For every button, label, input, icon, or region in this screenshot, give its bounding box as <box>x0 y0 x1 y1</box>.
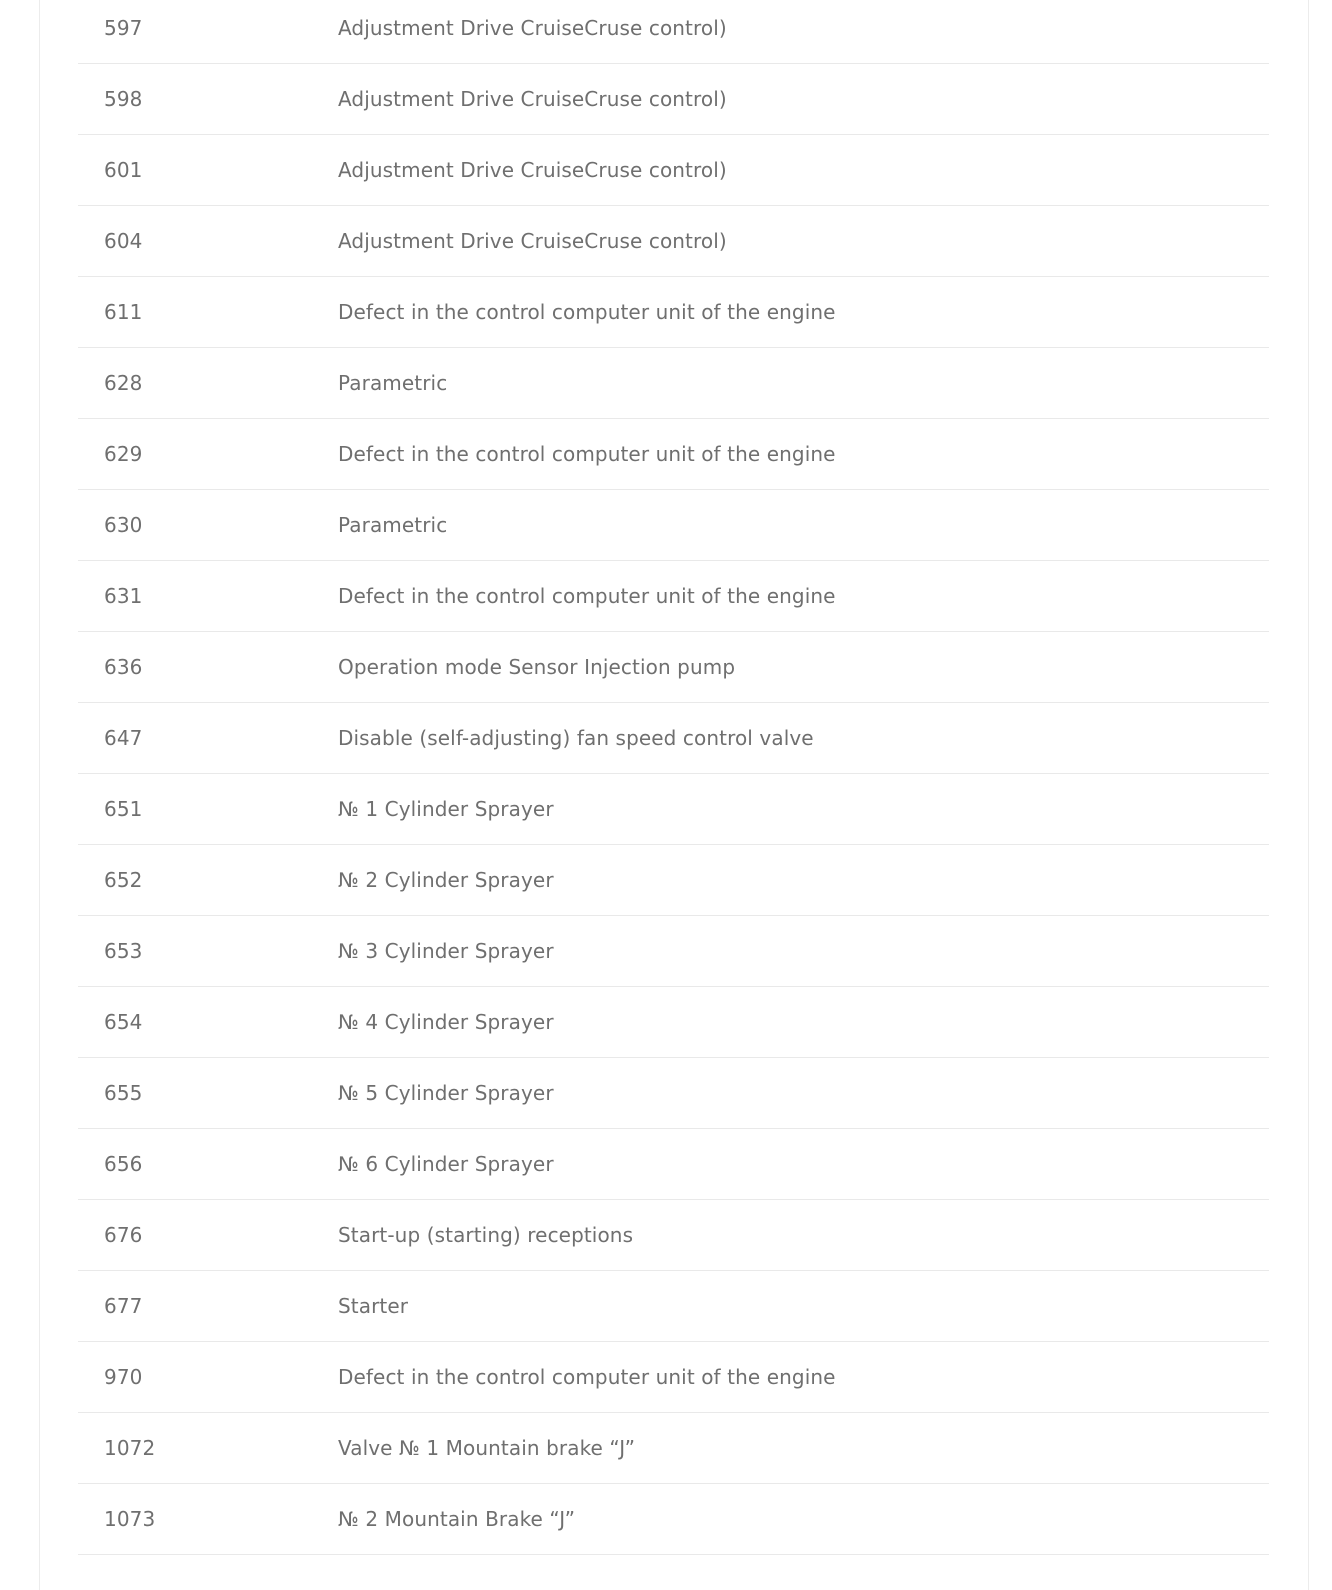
fault-description: Start-up (starting) receptions <box>338 1223 634 1247</box>
fault-code: 597 <box>104 16 143 40</box>
table-row <box>78 1129 1269 1200</box>
table-row <box>78 632 1269 703</box>
table-row <box>78 703 1269 774</box>
table-row <box>78 206 1269 277</box>
fault-description: Defect in the control computer unit of the engine <box>338 300 836 324</box>
fault-code: 604 <box>104 229 143 253</box>
fault-code: 647 <box>104 726 143 750</box>
table-row <box>78 1058 1269 1129</box>
fault-description: № 5 Cylinder Sprayer <box>338 1081 554 1105</box>
fault-description: Operation mode Sensor Injection pump <box>338 655 736 679</box>
table-row <box>78 561 1269 632</box>
fault-description: № 3 Cylinder Sprayer <box>338 939 554 963</box>
fault-code: 651 <box>104 797 143 821</box>
fault-description: № 1 Cylinder Sprayer <box>338 797 554 821</box>
table-row <box>78 1271 1269 1342</box>
fault-code: 970 <box>104 1365 143 1389</box>
table-row <box>78 916 1269 987</box>
table-row <box>78 277 1269 348</box>
fault-code: 631 <box>104 584 143 608</box>
fault-code: 653 <box>104 939 143 963</box>
fault-description: Defect in the control computer unit of the engine <box>338 442 836 466</box>
fault-description: Defect in the control computer unit of the engine <box>338 584 836 608</box>
fault-code: 601 <box>104 158 143 182</box>
fault-code: 636 <box>104 655 143 679</box>
fault-description: Parametric <box>338 371 448 395</box>
fault-description: Adjustment Drive CruiseCruse control) <box>338 87 727 111</box>
fault-description: Adjustment Drive CruiseCruse control) <box>338 158 727 182</box>
table-row <box>78 64 1269 135</box>
fault-code: 655 <box>104 1081 143 1105</box>
fault-description: Valve № 1 Mountain brake “J” <box>338 1436 636 1460</box>
table-row <box>78 774 1269 845</box>
fault-description: № 4 Cylinder Sprayer <box>338 1010 554 1034</box>
table-row <box>78 1413 1269 1484</box>
fault-description: № 6 Cylinder Sprayer <box>338 1152 554 1176</box>
fault-description: Adjustment Drive CruiseCruse control) <box>338 229 727 253</box>
fault-code: 598 <box>104 87 143 111</box>
fault-description: Disable (self-adjusting) fan speed control valve <box>338 726 814 750</box>
fault-code: 652 <box>104 868 143 892</box>
table-row <box>78 987 1269 1058</box>
table-row <box>78 845 1269 916</box>
fault-code-table <box>78 0 1269 1555</box>
fault-code: 630 <box>104 513 143 537</box>
fault-code: 1072 <box>104 1436 156 1460</box>
fault-code: 629 <box>104 442 143 466</box>
fault-code: 1073 <box>104 1507 156 1531</box>
fault-code: 656 <box>104 1152 143 1176</box>
table-row <box>78 135 1269 206</box>
table-row <box>78 0 1269 64</box>
fault-code: 628 <box>104 371 143 395</box>
fault-description: № 2 Cylinder Sprayer <box>338 868 554 892</box>
table-row <box>78 1200 1269 1271</box>
fault-description: Starter <box>338 1294 409 1318</box>
fault-code: 677 <box>104 1294 143 1318</box>
fault-description: Defect in the control computer unit of the engine <box>338 1365 836 1389</box>
table-row <box>78 348 1269 419</box>
table-row <box>78 490 1269 561</box>
fault-description: № 2 Mountain Brake “J” <box>338 1507 576 1531</box>
fault-code: 654 <box>104 1010 143 1034</box>
fault-description: Adjustment Drive CruiseCruse control) <box>338 16 727 40</box>
fault-code: 676 <box>104 1223 143 1247</box>
table-row <box>78 1484 1269 1555</box>
table-row <box>78 419 1269 490</box>
table-row <box>78 1342 1269 1413</box>
fault-description: Parametric <box>338 513 448 537</box>
fault-code: 611 <box>104 300 143 324</box>
